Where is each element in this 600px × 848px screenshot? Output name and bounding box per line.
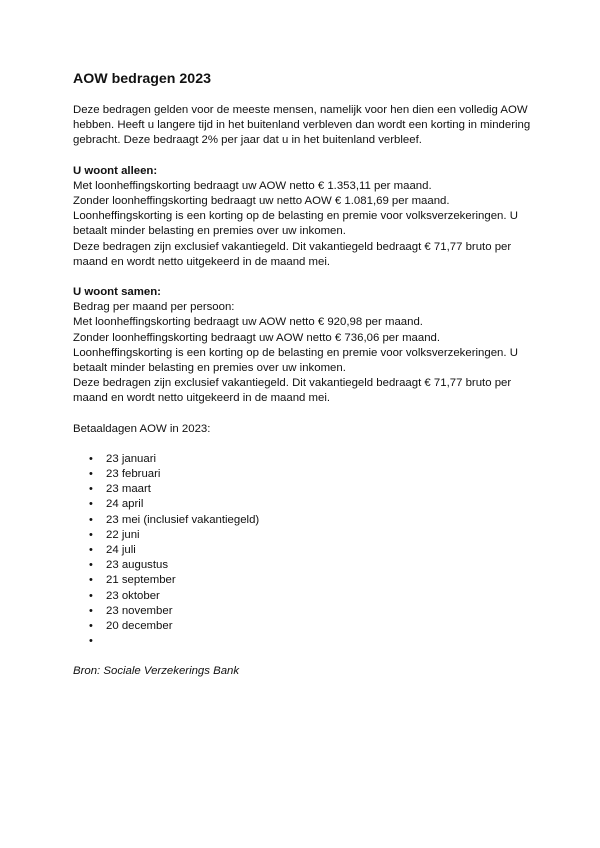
section-alone	[73, 164, 533, 270]
bullet-icon: •	[89, 619, 93, 632]
bullet-icon: •	[89, 543, 93, 556]
document-page	[73, 70, 533, 680]
list-item	[73, 513, 533, 528]
payment-date: 23 oktober	[106, 589, 160, 602]
bullet-icon: •	[89, 604, 93, 617]
intro-line: Deze bedragen gelden voor de meeste mensen, namelijk voor hen dien een volledig AOW	[73, 104, 528, 116]
list-item	[73, 558, 533, 573]
intro-line: gebracht. Deze bedraagt 2% per jaar dat u in het buitenland verbleef.	[73, 134, 422, 147]
section-line: Zonder loonheffingskorting bedraagt uw netto AOW € 1.081,69 per maand.	[73, 195, 450, 208]
section-line: maand en wordt netto uitgekeerd in de maand mei.	[73, 255, 331, 268]
section-line: Met loonheffingskorting bedraagt uw AOW netto € 920,98 per maand.	[73, 316, 423, 329]
payment-date: 21 september	[106, 574, 176, 587]
spacer	[73, 407, 533, 422]
payment-date: 23 mei (inclusief vakantiegeld)	[106, 513, 260, 526]
list-item	[73, 543, 533, 558]
section-heading-alone: U woont alleen:	[73, 164, 158, 177]
payment-date: 23 maart	[106, 483, 151, 496]
payment-date: 23 februari	[106, 468, 161, 481]
list-item	[73, 497, 533, 512]
list-item	[73, 589, 533, 604]
section-line: betaalt minder belasting en premies over uw inkomen.	[73, 225, 346, 238]
bullet-icon: •	[89, 559, 93, 572]
bullet-icon: •	[89, 483, 93, 496]
section-line: Deze bedragen zijn exclusief vakantiegeld. Dit vakantiegeld bedraagt € 71,77 bruto per	[73, 240, 512, 253]
document-title: AOW bedragen 2023	[73, 71, 211, 87]
section-line: Deze bedragen zijn exclusief vakantiegeld. Dit vakantiegeld bedraagt € 71,77 bruto per	[73, 377, 512, 390]
payment-days-label: Betaaldagen AOW in 2023:	[73, 422, 211, 435]
bullet-icon: •	[89, 468, 93, 481]
payment-date: 23 januari	[106, 452, 157, 465]
section-line: betaalt minder belasting en premies over uw inkomen.	[73, 362, 346, 375]
source-note: Bron: Sociale Verzekerings Bank	[73, 665, 240, 678]
list-item	[73, 452, 533, 467]
section-line: Zonder loonheffingskorting bedraagt uw AOW netto € 736,06 per maand.	[73, 331, 441, 344]
section-heading-together: U woont samen:	[73, 286, 161, 299]
payment-date: 24 april	[106, 498, 144, 511]
list-item	[73, 482, 533, 497]
section-line: maand en wordt netto uitgekeerd in de maand mei.	[73, 392, 331, 405]
intro-paragraph	[73, 103, 533, 149]
section-line: Met loonheffingskorting bedraagt uw AOW netto € 1.353,11 per maand.	[73, 179, 432, 192]
bullet-icon: •	[89, 589, 93, 602]
payment-date: 23 november	[106, 604, 173, 617]
bullet-icon: •	[89, 574, 93, 587]
intro-line: hebben. Heeft u langere tijd in het buitenland verbleven dan wordt een korting in mindering	[73, 119, 531, 132]
bullet-icon: •	[89, 528, 93, 541]
section-line: Loonheffingskorting is een korting op de belasting en premie voor volksverzekeringen. U	[73, 210, 518, 223]
bullet-icon: •	[89, 635, 93, 648]
payment-dates-list	[73, 452, 533, 649]
list-item	[73, 604, 533, 619]
spacer	[73, 437, 533, 452]
payment-date: 20 december	[106, 619, 173, 632]
bullet-icon: •	[89, 498, 93, 511]
section-together	[73, 285, 533, 407]
list-item	[73, 467, 533, 482]
spacer	[73, 649, 533, 664]
spacer	[73, 149, 533, 164]
list-item	[73, 634, 533, 649]
section-line: Bedrag per maand per persoon:	[73, 301, 235, 314]
payment-date: 24 juli	[106, 543, 136, 556]
payment-date: 23 augustus	[106, 559, 169, 572]
list-item	[73, 619, 533, 634]
payment-date: 22 juni	[106, 528, 140, 541]
bullet-icon: •	[89, 452, 93, 465]
list-item	[73, 528, 533, 543]
bullet-icon: •	[89, 513, 93, 526]
spacer	[73, 270, 533, 285]
section-line: Loonheffingskorting is een korting op de belasting en premie voor volksverzekeringen. U	[73, 346, 518, 359]
list-item	[73, 573, 533, 588]
